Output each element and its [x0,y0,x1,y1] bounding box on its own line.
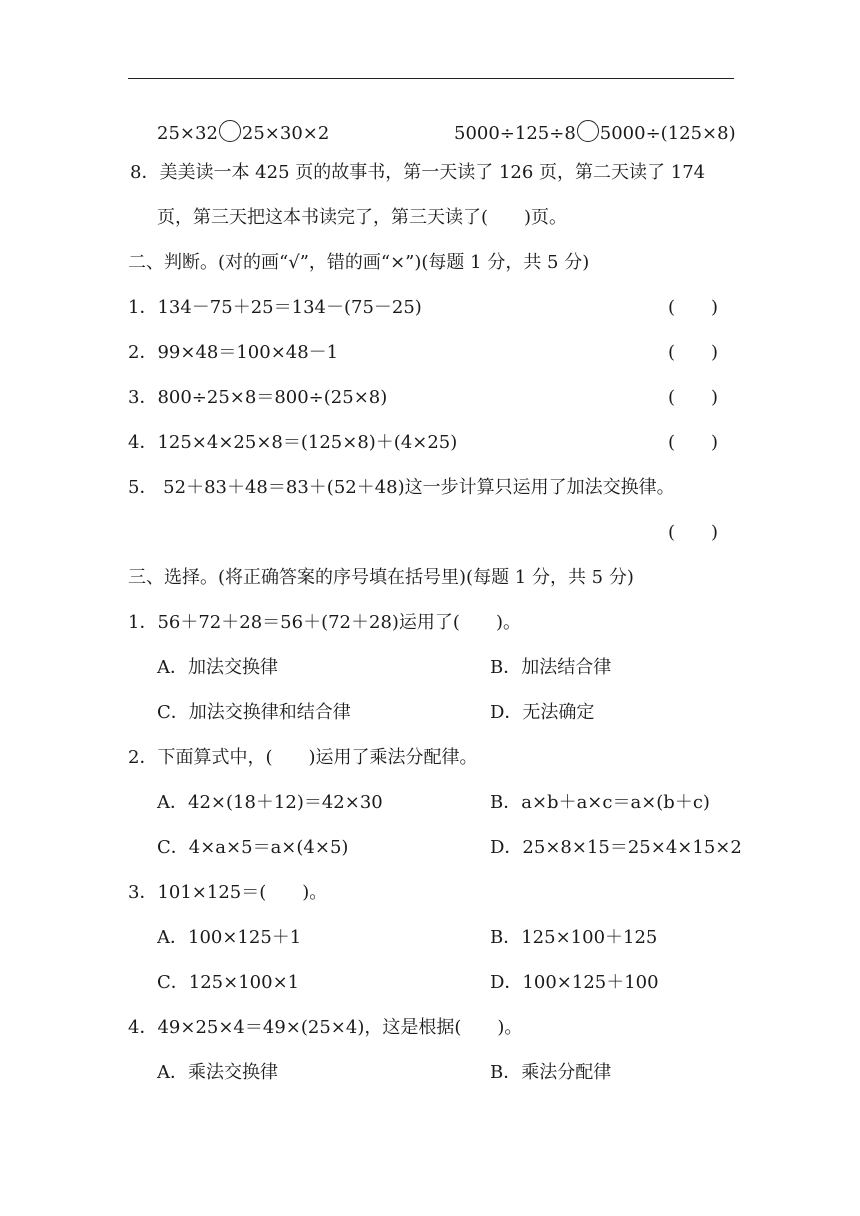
judge-item-3: 3．800÷25×8＝800÷(25×8) [128,387,388,408]
judge-item-4: 4．125×4×25×8＝(125×8)＋(4×25) [128,432,458,453]
choice-q1-stem: 1．56＋72＋28＝56＋(72＋28)运用了( )。 [128,612,521,633]
choice-q4-option-b[interactable]: B．乘法分配律 [490,1062,612,1083]
judge-answer-blank-5[interactable]: ( ) [668,522,719,543]
section2-title: 二、判断。(对的画“√”，错的画“×”)(每题 1 分，共 5 分) [128,252,590,273]
section3-title: 三、选择。(将正确答案的序号填在括号里)(每题 1 分，共 5 分) [128,567,634,588]
choice-q2-option-c[interactable]: C．4×a×5＝a×(4×5) [157,837,349,858]
judge-item-1: 1．134－75＋25＝134－(75－25) [128,297,422,318]
choice-q2-stem: 2．下面算式中，( )运用了乘法分配律。 [128,747,478,768]
choice-q1-option-b[interactable]: B．加法结合律 [490,657,612,678]
compare-left-a: 25×32 [157,123,218,144]
header-rule [128,78,734,79]
judge-item-2: 2．99×48＝100×48－1 [128,342,339,363]
compare-right-b: 5000÷(125×8) [599,123,736,144]
choice-q1-option-c[interactable]: C．加法交换律和结合律 [157,702,351,723]
judge-answer-blank-1[interactable]: ( ) [668,297,719,318]
choice-q2-option-d[interactable]: D．25×8×15＝25×4×15×2 [490,837,742,858]
choice-q1-option-a[interactable]: A．加法交换律 [157,657,278,678]
judge-answer-blank-4[interactable]: ( ) [668,432,719,453]
compare-left [157,120,329,146]
choice-q3-option-d[interactable]: D．100×125＋100 [490,972,659,993]
choice-q3-option-a[interactable]: A．100×125＋1 [157,927,302,948]
q8-line2: 页，第三天把这本书读完了，第三天读了( )页。 [157,207,568,228]
judge-answer-blank-2[interactable]: ( ) [668,342,719,363]
compare-right [454,120,736,146]
choice-q3-stem: 3．101×125＝( )。 [128,882,328,903]
judge-item-5: 5． 52＋83＋48＝83＋(52＋48)这一步计算只运用了加法交换律。 [128,477,675,498]
q8-line1: 8．美美读一本 425 页的故事书，第一天读了 126 页，第二天读了 174 [130,162,706,183]
compare-blank-circle-right[interactable] [577,120,599,142]
choice-q2-option-a[interactable]: A．42×(18＋12)＝42×30 [157,792,383,813]
choice-q4-stem: 4．49×25×4＝49×(25×4)，这是根据( )。 [128,1017,523,1038]
choice-q3-option-b[interactable]: B．125×100＋125 [490,927,658,948]
choice-q4-option-a[interactable]: A．乘法交换律 [157,1062,278,1083]
choice-q3-option-c[interactable]: C．125×100×1 [157,972,300,993]
compare-left-b: 25×30×2 [241,123,330,144]
judge-answer-blank-3[interactable]: ( ) [668,387,719,408]
compare-blank-circle-left[interactable] [219,120,241,142]
choice-q1-option-d[interactable]: D．无法确定 [490,702,595,723]
choice-q2-option-b[interactable]: B．a×b＋a×c＝a×(b＋c) [490,792,710,813]
compare-right-a: 5000÷125÷8 [454,123,576,144]
